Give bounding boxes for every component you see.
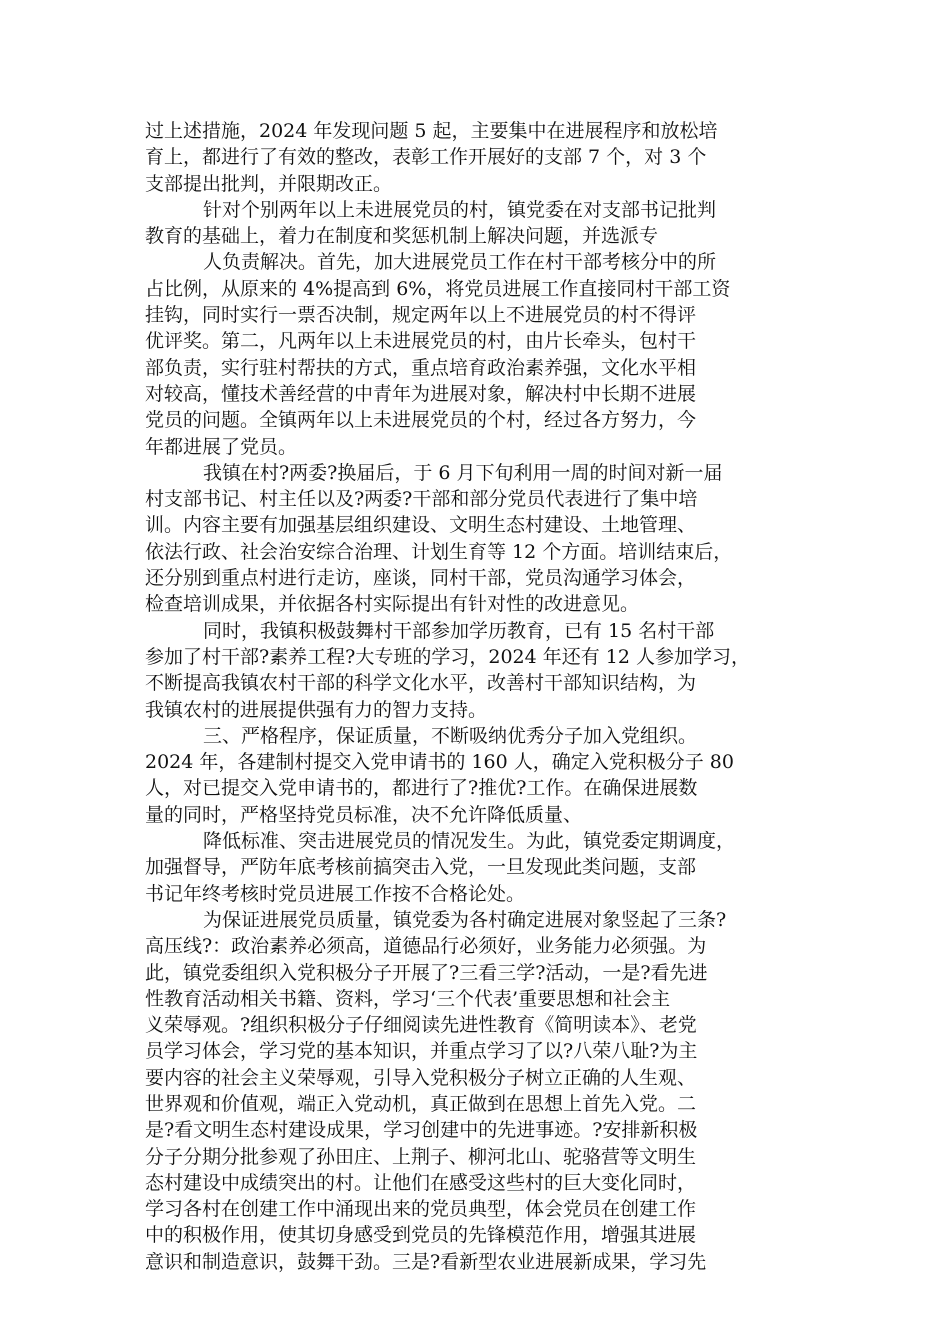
text-line: 部负责，实行驻村帮扶的方式，重点培育政治素养强，文化水平相 — [145, 356, 697, 379]
text-line: 对较高，懂技术善经营的中青年为进展对象，解决村中长期不进展 — [145, 382, 697, 405]
text-line: 员学习体会，学习党的基本知识，并重点学习了以?八荣八耻?为主 — [145, 1040, 698, 1063]
text-line: 量的同时，严格坚持党员标准，决不允许降低质量、 — [145, 803, 583, 826]
text-line: 三、严格程序，保证质量，不断吸纳优秀分子加入党组织。 — [203, 724, 698, 747]
document-body — [145, 118, 805, 1275]
text-line: 村支部书记、村主任以及?两委?干部和部分党员代表进行了集中培 — [145, 488, 698, 511]
text-line: 年都进展了党员。 — [145, 435, 298, 458]
text-line: 义荣辱观。?组织积极分子仔细阅读先进性教育《简明读本》、老党 — [145, 1014, 697, 1037]
text-line: 参加了村干部?素养工程?大专班的学习，2024 年还有 12 人参加学习， — [145, 645, 751, 668]
text-line: 是?看文明生态村建设成果，学习创建中的先进事迹。?安排新积极 — [145, 1119, 698, 1142]
text-line: 性教育活动相关书籍、资料，学习‘三个代表’重要思想和社会主 — [145, 987, 671, 1010]
text-line: 2024 年，各建制村提交入党申请书的 160 人，确定入党积极分子 80 — [145, 751, 734, 774]
text-line: 人，对已提交入党申请书的，都进行了?推优?工作。在确保进展数 — [145, 777, 698, 800]
text-line: 同时，我镇积极鼓舞村干部参加学历教育，已有 15 名村干部 — [203, 619, 715, 642]
text-line: 我镇农村的进展提供强有力的智力支持。 — [145, 698, 488, 721]
text-line: 不断提高我镇农村干部的科学文化水平，改善村干部知识结构，为 — [145, 672, 697, 695]
text-line: 占比例，从原来的 4%提高到 6%，将党员进展工作直接同村干部工资 — [145, 277, 731, 300]
text-line: 教育的基础上，着力在制度和奖惩机制上解决问题，并选派专 — [145, 225, 659, 248]
text-line: 过上述措施，2024 年发现问题 5 起，主要集中在进展程序和放松培 — [145, 120, 718, 142]
text-line: 育上，都进行了有效的整改，表彰工作开展好的支部 7 个，对 3 个 — [145, 146, 707, 169]
text-line: 世界观和价值观，端正入党动机，真正做到在思想上首先入党。二 — [145, 1092, 697, 1115]
text-line: 党员的问题。全镇两年以上未进展党员的个村，经过各方努力，今 — [145, 409, 697, 432]
text-line: 此，镇党委组织入党积极分子开展了?三看三学?活动，一是?看先进 — [145, 961, 708, 984]
text-line: 意识和制造意识，鼓舞干劲。三是?看新型农业进展新成果，学习先 — [145, 1250, 707, 1273]
text-line: 还分别到重点村进行走访，座谈，同村干部，党员沟通学习体会， — [145, 567, 697, 590]
text-line: 要内容的社会主义荣辱观，引导入党积极分子树立正确的人生观、 — [145, 1066, 697, 1089]
text-line: 支部提出批判，并限期改正。 — [145, 172, 393, 195]
text-line: 为保证进展党员质量，镇党委为各村确定进展对象竖起了三条? — [203, 908, 727, 931]
text-line: 针对个别两年以上未进展党员的村，镇党委在对支部书记批判 — [203, 198, 717, 221]
text-line: 挂钩，同时实行一票否决制，规定两年以上不进展党员的村不得评 — [145, 304, 697, 327]
text-line: 高压线?：政治素养必须高，道德品行必须好，业务能力必须强。为 — [145, 935, 707, 958]
text-line: 中的积极作用，使其切身感受到党员的先锋模范作用，增强其进展 — [145, 1224, 697, 1247]
text-line: 我镇在村?两委?换届后，于 6 月下旬利用一周的时间对新一届 — [203, 461, 723, 484]
text-line: 降低标准、突击进展党员的情况发生。为此，镇党委定期调度， — [203, 830, 736, 853]
text-line: 优评奖。第二，凡两年以上未进展党员的村，由片长牵头，包村干 — [145, 330, 697, 353]
text-line: 训。内容主要有加强基层组织建设、文明生态村建设、土地管理、 — [145, 514, 697, 537]
text-line: 书记年终考核时党员进展工作按不合格论处。 — [145, 882, 526, 905]
text-line: 加强督导，严防年底考核前搞突击入党，一旦发现此类问题，支部 — [145, 856, 697, 879]
text-line: 检查培训成果，并依据各村实际提出有针对性的改进意见。 — [145, 593, 640, 616]
text-line: 分子分期分批参观了孙田庄、上荆子、柳河北山、驼骆营等文明生 — [145, 1145, 697, 1168]
text-line: 态村建设中成绩突出的村。让他们在感受这些村的巨大变化同时， — [145, 1171, 697, 1194]
text-line: 学习各村在创建工作中涌现出来的党员典型，体会党员在创建工作 — [145, 1198, 697, 1221]
text-line: 人负责解决。首先，加大进展党员工作在村干部考核分中的所 — [203, 251, 717, 274]
text-line: 依法行政、社会治安综合治理、计划生育等 12 个方面。培训结束后， — [145, 540, 733, 563]
